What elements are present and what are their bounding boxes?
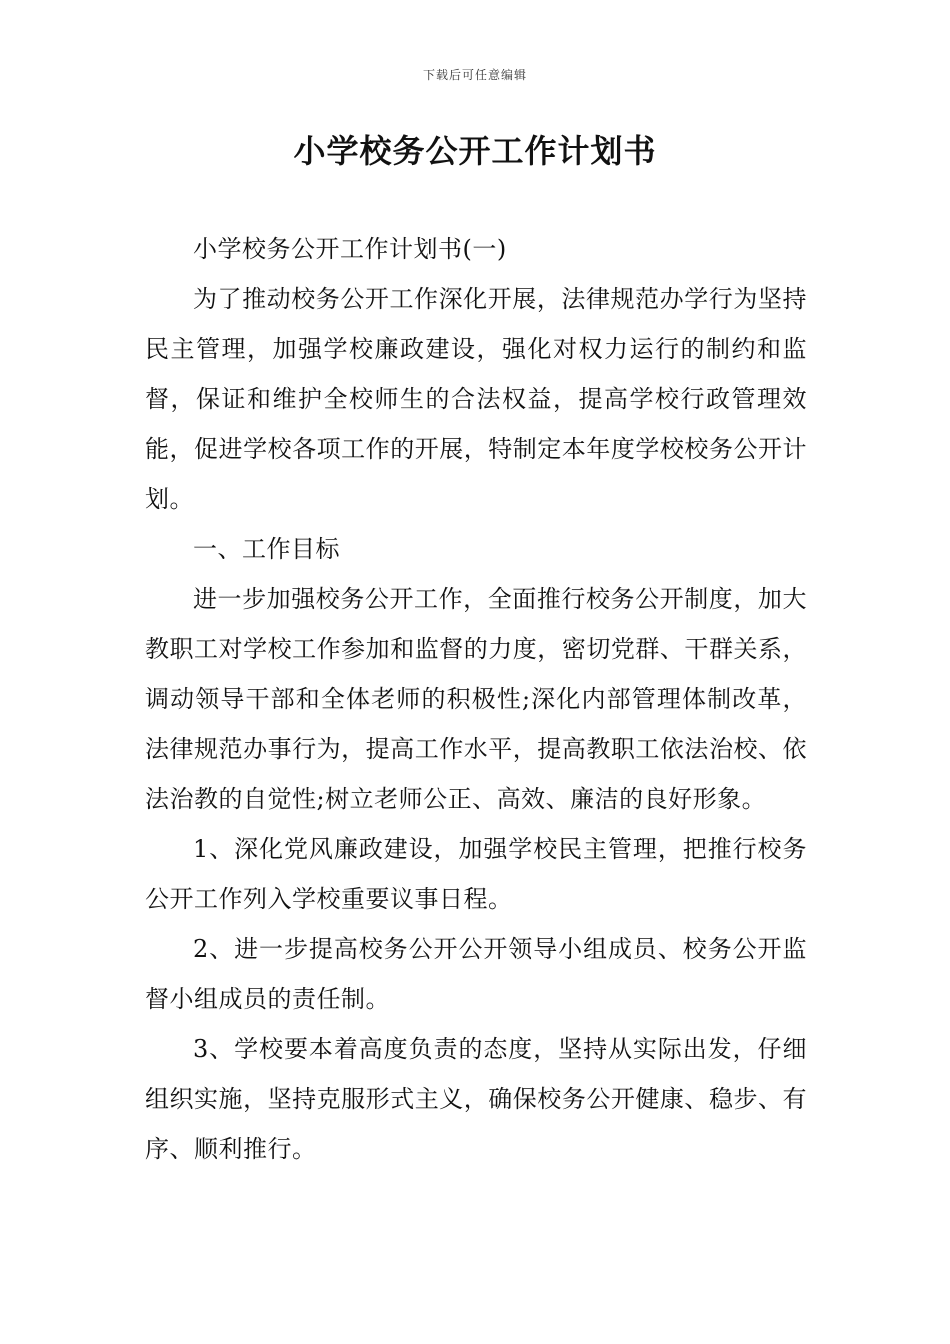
list-item-3: 3、学校要本着高度负责的态度，坚持从实际出发，仔细组织实施，坚持克服形式主义，确保校务公开健康、稳步、有序、顺利推行。	[145, 1035, 807, 1163]
list-item-2: 2、进一步提高校务公开公开领导小组成员、校务公开监督小组成员的责任制。	[145, 935, 807, 1013]
document-title: 小学校务公开工作计划书	[293, 132, 657, 170]
list-item-1: 1、深化党风廉政建设，加强学校民主管理，把推行校务公开工作列入学校重要议事日程。	[145, 835, 807, 913]
document-body	[145, 224, 807, 1174]
section-heading-goals: 一、工作目标	[193, 535, 340, 563]
section-subtitle: 小学校务公开工作计划书(一)	[193, 235, 507, 263]
paragraph-goals: 进一步加强校务公开工作，全面推行校务公开制度，加大教职工对学校工作参加和监督的力度，密切党群、干群关系，调动领导干部和全体老师的积极性;深化内部管理体制改革，法律规范办事行为，提高工作水平，提高教职工依法治校、依法治教的自觉性;树立老师公正、高效、廉洁的良好形象。	[145, 585, 807, 813]
paragraph-intro: 为了推动校务公开工作深化开展，法律规范办学行为坚持民主管理，加强学校廉政建设，强化对权力运行的制约和监督，保证和维护全校师生的合法权益，提高学校行政管理效能，促进学校各项工作的开展，特制定本年度学校校务公开计划。	[145, 285, 807, 513]
header-note: 下载后可任意编辑	[422, 68, 527, 82]
